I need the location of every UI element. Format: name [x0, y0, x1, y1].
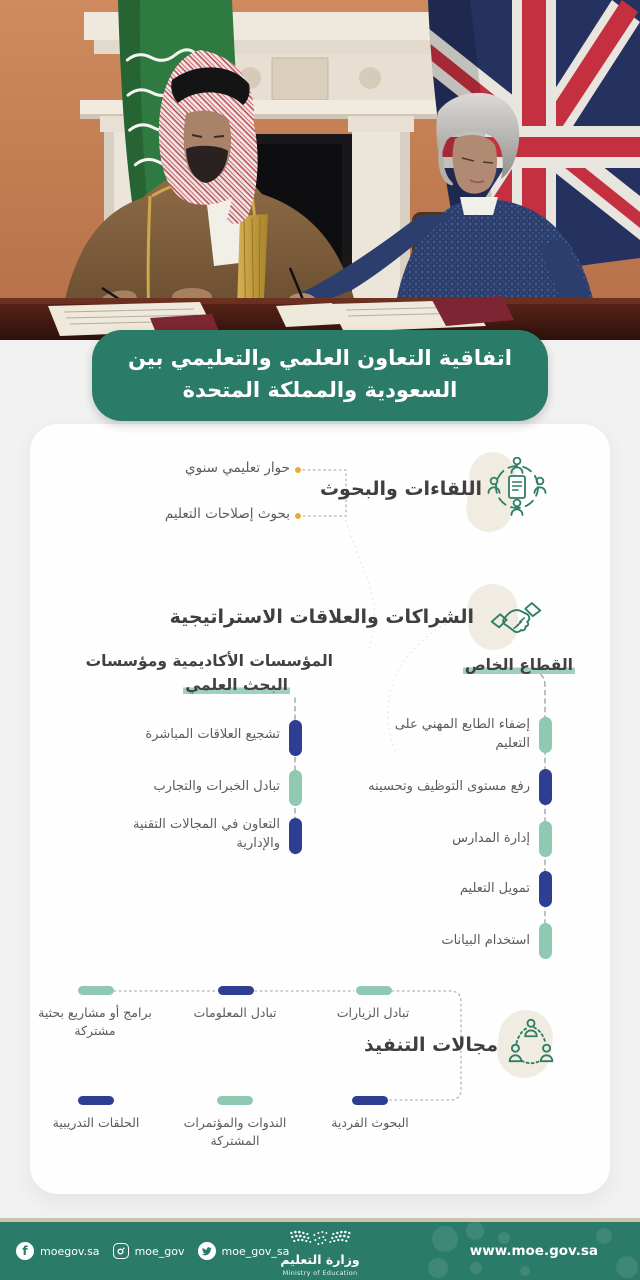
- title-banner: [92, 330, 548, 421]
- milestone-pill: [352, 1096, 388, 1105]
- implementation-item: تبادل المعلومات: [193, 1005, 277, 1020]
- section-title-implementation: مجالات التنفيذ: [363, 1034, 498, 1056]
- milestone-pill: [217, 1096, 253, 1105]
- timeline-pill: [539, 717, 552, 753]
- implementation-item: برامج أو مشاريع بحثية مشتركة: [38, 1005, 152, 1039]
- private-sector-item: إضفاء الطابع المهني على التعليم: [394, 717, 530, 751]
- social-links: [16, 1222, 289, 1280]
- milestone-pill: [356, 986, 392, 995]
- twitter-handle: moe_gov_sa: [221, 1244, 290, 1258]
- timeline-pill: [539, 821, 552, 857]
- twitter-icon: [198, 1242, 216, 1260]
- bullet-dot: [295, 467, 301, 473]
- private-sector-item: إدارة المدارس: [452, 831, 530, 846]
- timeline-pill: [289, 720, 302, 756]
- facebook-handle: moegov.sa: [40, 1244, 100, 1258]
- footer-decor-circle: [432, 1226, 458, 1252]
- ministry-logo-dots: [288, 1228, 352, 1248]
- implementation-item: الندوات والمؤتمرات المشتركة: [183, 1115, 287, 1149]
- academic-column-heading: المؤسسات الأكاديمية ومؤسسات: [85, 652, 333, 670]
- ministry-name-english: Ministry of Education: [282, 1268, 358, 1277]
- instagram-link[interactable]: [113, 1243, 185, 1259]
- meetings-research-icon: [487, 457, 547, 517]
- implementation-item: تبادل الزيارات: [336, 1005, 410, 1020]
- connector-lines: [30, 424, 610, 1194]
- banner-title-line1: اتفاقية التعاون العلمي والتعليمي بين: [128, 346, 512, 370]
- bullet-dot: [295, 513, 301, 519]
- milestone-pill: [78, 1096, 114, 1105]
- timeline-pill: [539, 923, 552, 959]
- academic-item: تشجيع العلاقات المباشرة: [145, 727, 280, 742]
- academic-column-heading-highlight: [183, 676, 290, 694]
- instagram-icon: [113, 1243, 129, 1259]
- footer-decor-circle: [428, 1258, 448, 1278]
- instagram-handle: moe_gov: [134, 1244, 185, 1258]
- hero-photo: [0, 0, 640, 340]
- implementation-group-icon: [504, 1016, 558, 1070]
- private-sector-item: رفع مستوى التوظيف وتحسينه: [368, 779, 530, 794]
- timeline-pill: [539, 871, 552, 907]
- implementation-item: البحوث الفردية: [331, 1115, 409, 1130]
- twitter-link[interactable]: [198, 1242, 290, 1260]
- handshake-icon: [488, 590, 544, 646]
- academic-item: التعاون في المجالات التقنية والإدارية: [133, 817, 280, 851]
- section-title-meetings: اللقاءات والبحوث: [319, 478, 482, 500]
- website-link[interactable]: www.moe.gov.sa: [469, 1243, 598, 1259]
- ministry-name-arabic: وزارة التعليم: [280, 1252, 360, 1267]
- private-sector-heading: [463, 656, 575, 674]
- ministry-logo: [280, 1228, 359, 1277]
- milestone-pill: [78, 986, 114, 995]
- footer-decor-circle: [616, 1256, 638, 1278]
- private-sector-item: تمويل التعليم: [459, 881, 530, 896]
- section-title-partnerships: الشراكات والعلاقات الاستراتيجية: [169, 606, 474, 628]
- banner-title-line2: السعودية والمملكة المتحدة: [182, 377, 458, 402]
- facebook-icon: f: [16, 1242, 34, 1260]
- private-sector-item: استخدام البيانات: [441, 933, 530, 948]
- timeline-pill: [289, 818, 302, 854]
- footer-decor-circle: [596, 1228, 612, 1244]
- timeline-pill: [289, 770, 302, 806]
- meetings-item: حوار تعليمي سنوي: [185, 460, 290, 476]
- meetings-item: بحوث إصلاحات التعليم: [164, 506, 290, 522]
- content-card: [30, 424, 610, 1194]
- implementation-item: الحلقات التدريبية: [52, 1115, 140, 1130]
- academic-item: تبادل الخبرات والتجارب: [153, 779, 280, 794]
- milestone-pill: [218, 986, 254, 995]
- highlighted-text: القطاع الخاص: [464, 656, 573, 674]
- highlighted-text: البحث العلمي: [185, 676, 288, 694]
- footer: [0, 1222, 640, 1280]
- timeline-pill: [539, 769, 552, 805]
- facebook-link[interactable]: [16, 1242, 100, 1260]
